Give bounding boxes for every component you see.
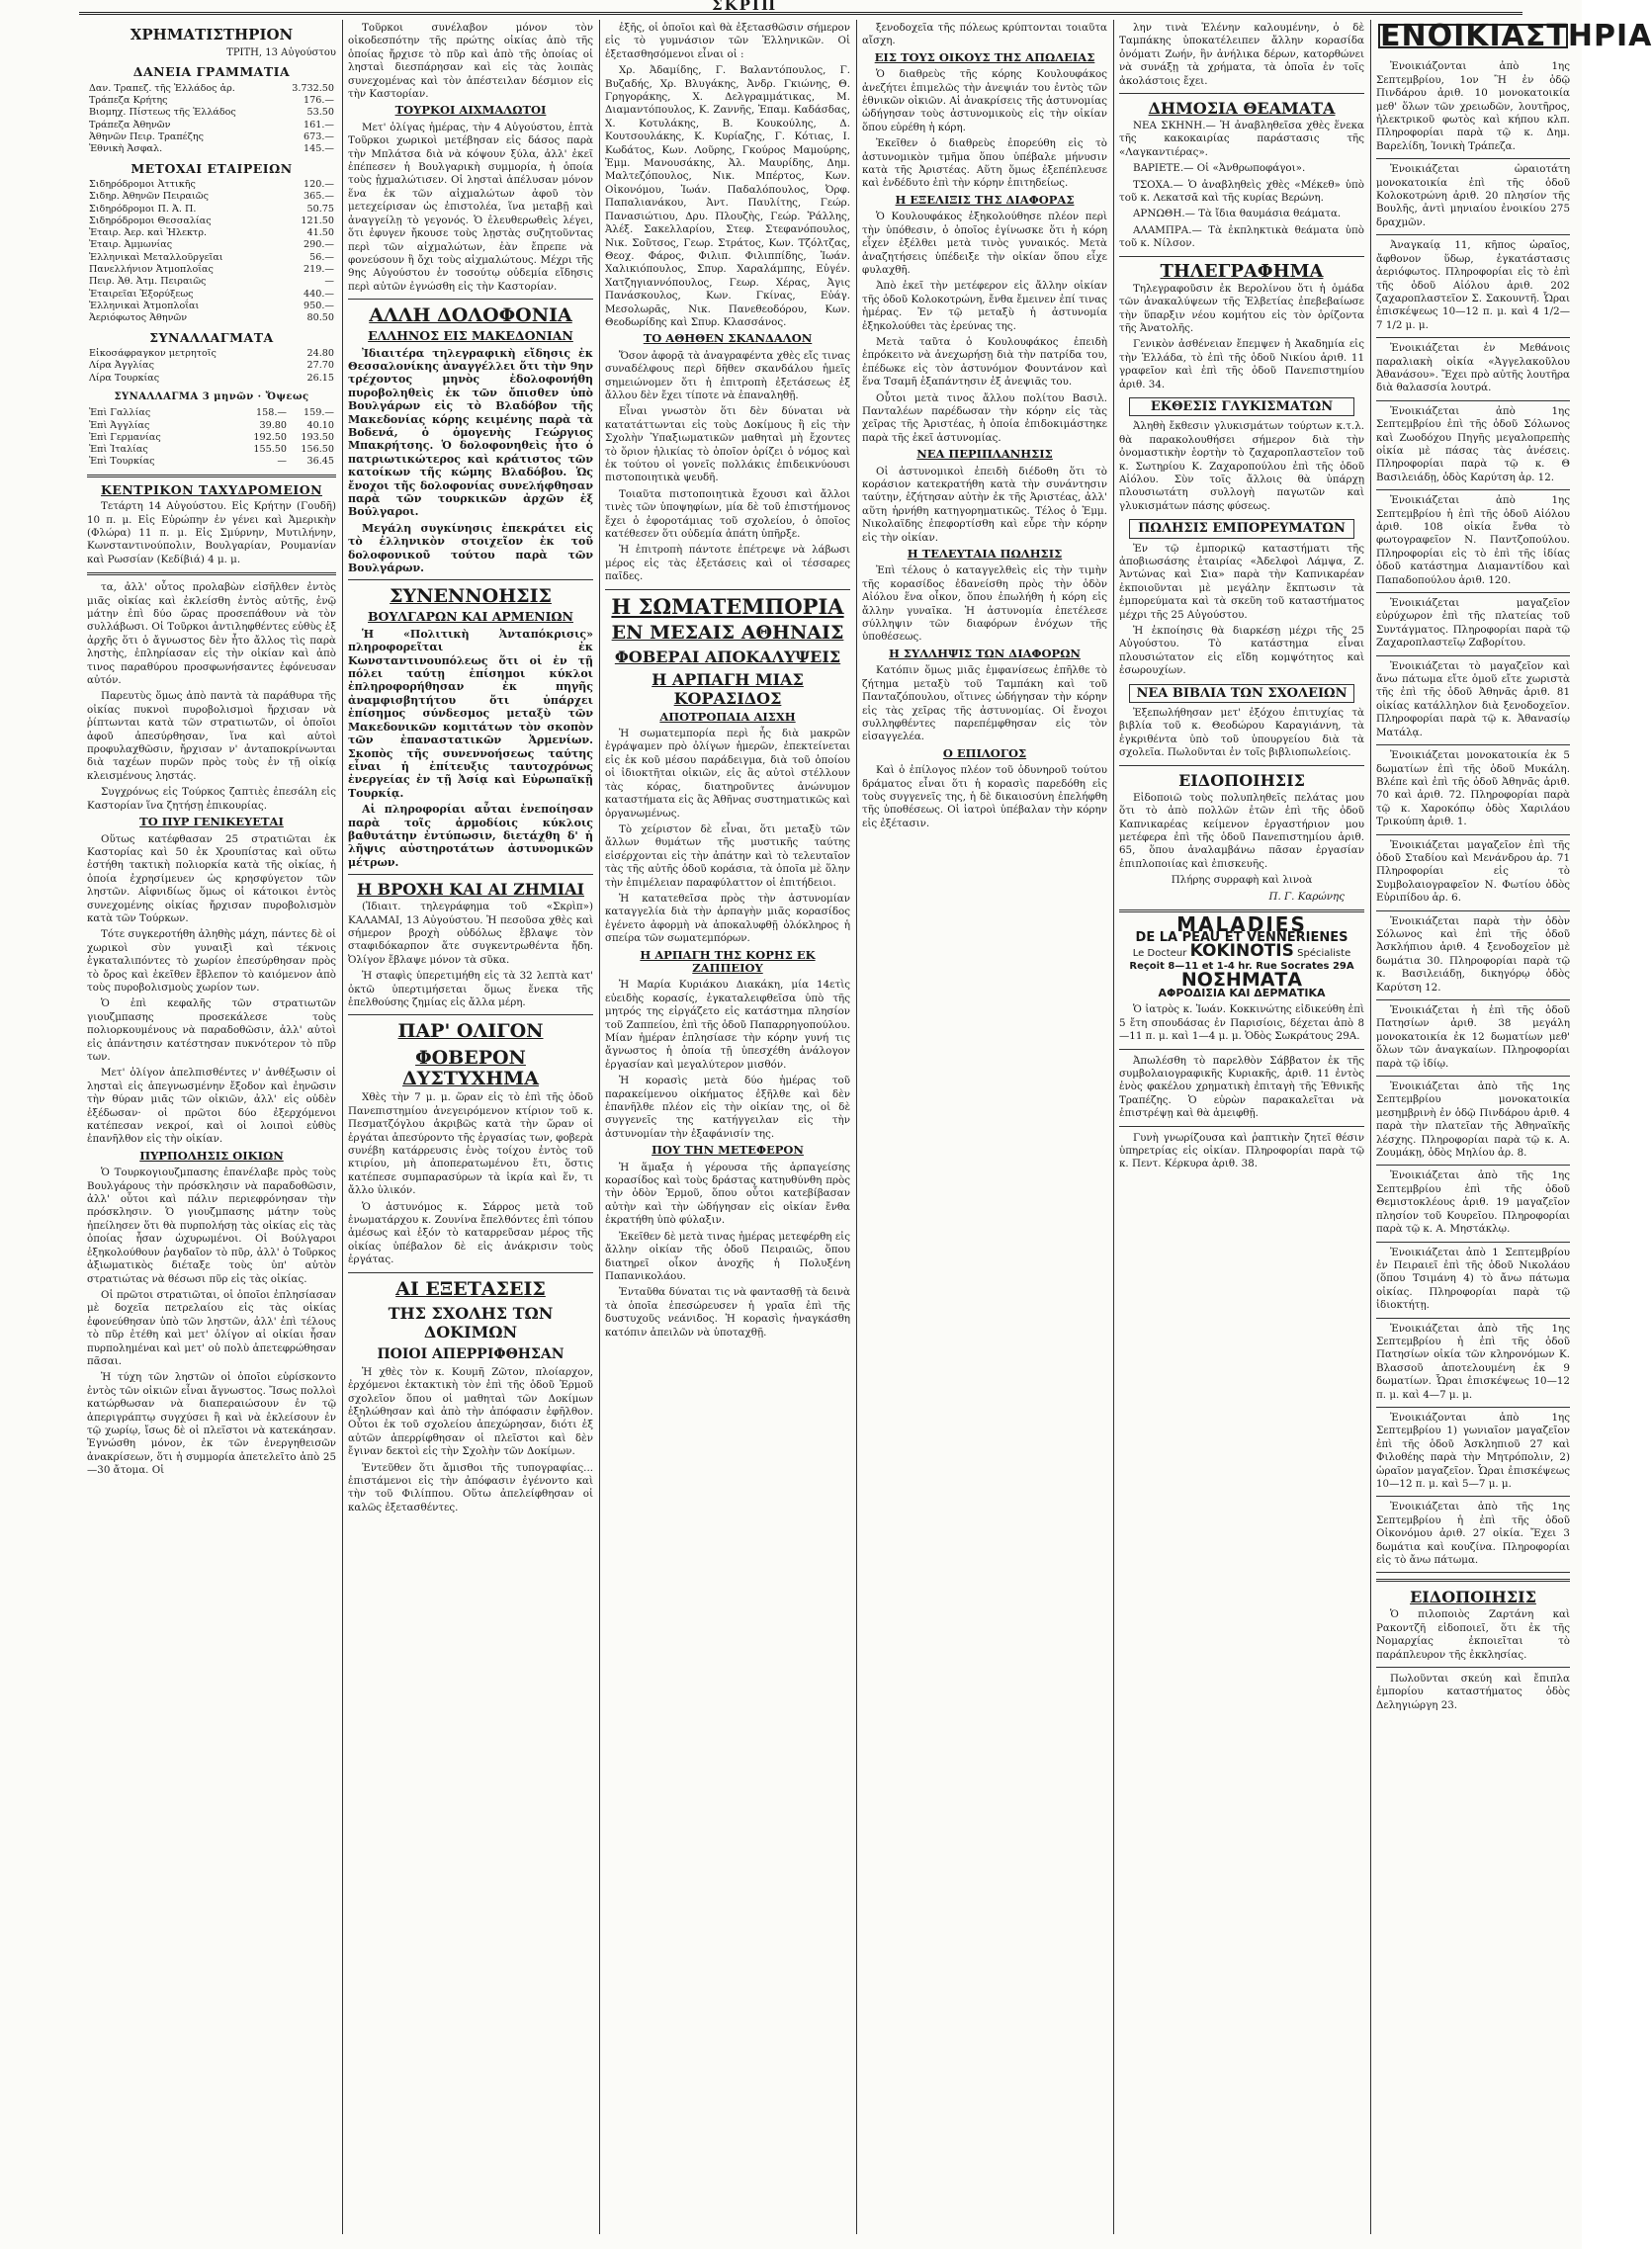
market-value: 440.— bbox=[304, 288, 334, 300]
market-label: Ἐθνικὴ Ἀσφαλ. bbox=[89, 143, 163, 155]
paragraph: Πωλοῦνται σκεύη καὶ ἔπιπλα ἐμπορίου καταστήματος ὁδὸς Δεληγιώργη 23. bbox=[1376, 1673, 1570, 1711]
column-1 bbox=[87, 22, 336, 2226]
classified-text: Ἐνοικιάζεται ἀπὸ τῆς 1ης Σεπτεμβρίου ἡ ἐπὶ τῆς ὁδοῦ Οἰκονόμου ἀριθ. 27 οἰκία. Ἔχει 3 δωμάτια καὶ κουζίνα. Πληροφορίαι εἰς τὸ ἄνω πάτωμα. bbox=[1376, 1501, 1570, 1567]
classified-text: Ἐνοικιάζονται ἀπὸ 1ης Σεπτεμβρίου, 1ον Ἢ ἐν ὁδῷ Πινδάρου ἀριθ. 10 μονοκατοικία μεθ' ὅλων τῶν χρειωδῶν, λουτῆρος, ἠλεκτρικοῦ φωτὸς καὶ κήπου κλπ. Πληροφορίαι παρὰ τῷ κ. Δημ. Βαρελίδη, Ἰονικὴ Τράπεζα. bbox=[1376, 60, 1570, 152]
paragraph: Οἱ πρῶτοι στρατιῶται, οἱ ὁποῖοι ἐπλησίασαν μὲ δοχεῖα πετρελαίου εἰς τὰς οἰκίας ἐφονεύθησαν ὑπὸ τῶν ληστῶν, ἀλλ' ἐπὶ τέλους τὸ πῦρ ἐτέθη καὶ μετ' ὀλίγον αἱ οἰκίαι ἦσαν πυρπολημέναι καὶ μετ' οὐ πολὺ ἀπετεφρώθησαν πᾶσαι. bbox=[87, 1288, 336, 1367]
market-value: 365.— bbox=[304, 191, 334, 203]
masthead-rule bbox=[79, 12, 1522, 15]
mail-heading: ΚΕΝΤΡΙΚΟΝ ΤΑΧΥΔΡΟΜΕΙΟΝ bbox=[100, 481, 323, 497]
market-label: Σιδηρόδρομοι Θεσσαλίας bbox=[89, 215, 212, 226]
paragraph: Ὁ διαθρεὺς τῆς κόρης Κουλουφάκος ἀνεζήτει ἐπιμελῶς τὴν ἀνεψιάν του ἐντὸς τῶν ἐθνικῶν οἰκιῶν. Αἱ ἀνακρίσεις τῆς ἀστυνομίας ὡδήγησαν τοὺς ἀστυνομικοὺς εἰς τὴν οἰκίαν ὅπου εὑρέθη ἡ κόρη. bbox=[862, 68, 1107, 133]
paragraph: Ἡ ἐκποίησις θὰ διαρκέσῃ μέχρι τῆς 25 Αὐγούστου. Τὸ κατάστημα εἶναι πλουσιώτατον εἰς εἴδη κομψότητος καὶ ἐσωρουχίων. bbox=[1119, 625, 1364, 677]
paragraph: Ἀληθὴ ἔκθεσιν γλυκισμάτων τούρτων κ.τ.λ. θὰ παρακολουθήσει σήμερον διὰ τὴν ὀνομαστικὴν ἑορτὴν τὸ ζαχαροπλαστεῖον τοῦ κ. Σωτηρίου Κ. Ζαχαροπούλου ἐπὶ τῆς ὁδοῦ Αἰόλου. Σὺν τοῖς ἄλλοις θὰ ὑπάρχῃ πλουσιωτάτη συλλογὴ παγωτῶν καὶ γλυκισμάτων πάσης φύσεως. bbox=[1119, 420, 1364, 512]
market-row bbox=[87, 289, 336, 301]
classified-ad bbox=[1376, 745, 1570, 834]
subheading: Ο ΕΠΙΛΟΓΟΣ bbox=[942, 745, 1027, 760]
market-label: Ἐπὶ Ἀγγλίας bbox=[89, 419, 150, 431]
section-heading: ΔΗΜΟΣΙΑ ΘΕΑΜΑΤΑ bbox=[1148, 99, 1336, 119]
classified-ad bbox=[1376, 1077, 1570, 1166]
market-row bbox=[87, 360, 336, 372]
subheading: Η ΕΞΕΛΙΞΙΣ ΤΗΣ ΔΙΑΦΟΡΑΣ bbox=[895, 192, 1075, 207]
paragraph: Οὕτως κατέφθασαν 25 στρατιῶται ἐκ Καστορίας καὶ 50 ἐκ Χρουπίστας καὶ οὕτω ἐστήθη τακτικὴ πολιορκία κατὰ τῆς οἰκίας, ἡ ὁποία ἐχρησίμευεν ὡς κρησφύγετον τῶν ληστῶν. Αἰφνιδίως ὅμως οἱ κάτοικοι ἐντὸς συνεχομένης οἰκίας ἤρχισαν πυροβολισμὸν κατὰ τῶν Τούρκων. bbox=[87, 832, 336, 924]
classified-ad bbox=[1376, 338, 1570, 401]
subheading: Η ΑΡΠΑΓΗ ΤΗΣ ΚΟΡΗΣ ΕΚ ΖΑΠΠΕΙΟΥ bbox=[640, 947, 816, 975]
market-title: ΧΡΗΜΑΤΙΣΤΗΡΙΟΝ bbox=[130, 26, 294, 43]
divider bbox=[1119, 256, 1364, 257]
paragraph: Οἱ ἀστυνομικοὶ ἐπειδὴ διέδοθη ὅτι τὸ κοράσιον κατεκρατήθη κατὰ τὴν συνάντησιν ταύτην, ἐζήτησαν αὐτὴν ἐκ τῆς Ἀριστέας, ἀλλ' αὕτη ἠρνήθη κατηγορηματικῶς. Τέλος ὁ Ἐμμ. Νικολαϊδης ἐπεφορτίσθη καὶ εὗρε τὴν κόρην εἰς τὴν οἰκίαν. bbox=[862, 465, 1107, 544]
exchange-table bbox=[87, 348, 336, 385]
subheading: Η ΣΥΛΛΗΨΙΣ ΤΩΝ ΔΙΑΦΟΡΩΝ bbox=[889, 646, 1081, 660]
column-6-classifieds bbox=[1376, 19, 1652, 2226]
shares-table bbox=[87, 179, 336, 325]
classified-text: Ἐνοικιάζεται ἐν Μεθάνοις παραλιακὴ οἰκία «Ἀγγελακοῦλου Ἀθανάσου». Ἔχει πρὸ αὐτῆς λουτῆρα διὰ θαλασσία λουτρά. bbox=[1376, 342, 1570, 394]
market-label: Ἑλληνικαὶ Μεταλλοῦργεῖαι bbox=[89, 251, 223, 263]
paragraph: Ἐν τῷ ἐμπορικῷ καταστήματι τῆς ἀποβιωσάσης ἐταιρίας «Ἀδελφοὶ Λάμψα, Ζ. Ἀντώνας καὶ Σια» παρὰ τὴν Καπνικαρέαν ἐκποιοῦνται μὲ μεγάλην ἔκπτωσιν τὰ ἐμπορεύματα καὶ τὰ σκεῦη τοῦ καταστήματος μέχρι τῆς 25 Αὐγούστου. bbox=[1119, 542, 1364, 621]
market-label: Πανελλήνιον Ἀτμοπλοΐας bbox=[89, 264, 214, 276]
classified-ad bbox=[1376, 656, 1570, 745]
divider bbox=[348, 579, 593, 580]
divider bbox=[1119, 1126, 1364, 1127]
bonds-table bbox=[87, 83, 336, 156]
signature: Π. Γ. Καρώνης bbox=[1268, 890, 1345, 903]
classifieds-title: ΕΝΟΙΚΙΑΣΤΗΡΙΑ bbox=[1380, 19, 1652, 53]
market-date: ΤΡΙΤΗ, 13 Αὐγούστου bbox=[226, 47, 336, 58]
headline-sub: ΒΟΥΛΓΑΡΩΝ ΚΑΙ ΑΡΜΕΝΙΩΝ bbox=[367, 609, 573, 625]
classified-text: Ἐνοικιάζεται τὸ μαγαζεῖον καὶ ἄνω πάτωμα εἴτε ὁμοῦ εἴτε χωριστὰ τῆς ἐπὶ τῆς ὁδοῦ Ἀθηνᾶς ἀριθ. 81 οἰκίας κατάλληλον διὰ ξενοδοχεῖον. Πληροφορίαι παρὰ τῷ κ. Ἀθανασίῳ Ματάλᾳ. bbox=[1376, 659, 1570, 738]
paragraph: Αἱ πληροφορίαι αὗται ἐνεποίησαν παρὰ τοῖς ἁρμοδίοις κύκλοις βαθυτάτην ἐντύπωσιν, διετάχθη δ' ἡ λῆψις αὐστηροτάτων ἀστυνομικῶν μέτρων. bbox=[348, 803, 593, 869]
market-label: Πειρ. Ἀθ. Ἀτμ. Πειραιῶς bbox=[89, 276, 207, 288]
classified-ad bbox=[1376, 1319, 1570, 1408]
divider bbox=[348, 1014, 593, 1015]
subheading: ΤΟ ΑΘΗΘΕΝ ΣΚΑΝΔΑΛΟΝ bbox=[643, 331, 813, 346]
market-row bbox=[87, 373, 336, 385]
classified-ad bbox=[1376, 401, 1570, 490]
market-value: 158.— bbox=[256, 407, 287, 419]
market-label: Λίρα Ἀγγλίας bbox=[89, 360, 154, 372]
mail-text: Τετάρτη 14 Αὐγούστου. Εἰς Κρήτην (Γουδῆ) 10 π. μ. Εἰς Εὐρώπην ἐν γένει καὶ Ἀμερικὴν (Φλώρα) 11 π. μ. Εἰς Σμύρνην, Μυτιλήνην, Κωνσταντινούπολιν, Βουλγαρίαν, Ρουμανίαν καὶ Ρωσσίαν (Κεδίβιά) 4 μ. μ. bbox=[87, 500, 336, 565]
paragraph: Ὅσον ἀφορᾷ τὰ ἀναγραφέντα χθὲς εἴς τινας συναδέλφους περὶ δῆθεν σκανδάλου ἡμεῖς σημειώνομεν ὅτι ἡ ἐπιτροπὴ ἐξετάσεως ἐξ ἄλλου δὲν ἔχει τίποτε νὰ ἐπαναληθῇ. bbox=[605, 349, 850, 401]
paragraph: λην τινὰ Ἑλένην καλουμένην, ὁ δὲ Ταμπάκης ὑποκατέλειπεν ἄλλην κορασίδα ὀνόματι Ζωήν, ἣν ἀνήλικα δέρων, κατορθώνει νὰ συνάξῃ τὰ χρήματα, τὰ ὁποῖα ἐν τοῖς ἀκολάστοις ἔχει. bbox=[1119, 22, 1364, 87]
market-label: Ἐταιρ. Ἀερ. καὶ Ἠλεκτρ. bbox=[89, 227, 208, 239]
classified-text: Ἐνοικιάζεται ἡ ἐπὶ τῆς ὁδοῦ Πατησίων ἀριθ. 38 μεγάλη μονοκατοικία ἐκ 12 δωματίων μεθ' ὅλων τῶν ἀναγκαίων. Πληροφορίαι παρὰ τῷ ἰδίῳ. bbox=[1376, 1004, 1570, 1070]
market-row bbox=[87, 179, 336, 191]
paragraph: Ἐντεῦθεν ὅτι ἄμισθοι τῆς τυπογραφίας... ἐπιστάμενοι εἰς τὴν ἀπόφασιν ἐγένοντο καὶ τὴν τοῦ Φιλίππου. Οὕτω ἀπελείφθησαν οἱ καλῶς ἐξετασθέντες. bbox=[348, 1461, 593, 1514]
paragraph: Παρευτὺς ὅμως ἀπὸ παντὰ τὰ παράθυρα τῆς οἰκίας πυκνοὶ πυροβολισμοὶ ἤρχισαν νὰ ῥίπτωνται κατὰ τῶν στρατιωτῶν, οἱ ὁποῖοι ἀφοῦ ἀπεσύρθησαν, ἵνα καὶ αὐτοὶ προφυλαχθῶσιν, ἤρχισαν ν' ἀνταποκρίνωνται διὰ ταχέων πυρῶν πρὸς τοὺς ἐν τῇ οἰκίᾳ κλεισμένους ληστάς. bbox=[87, 690, 336, 782]
market-value: 155.50 bbox=[253, 444, 287, 456]
subheading: ΠΥΡΠΟΛΗΣΙΣ ΟΙΚΙΩΝ bbox=[139, 1148, 284, 1163]
market-value: 145.— bbox=[304, 143, 334, 155]
subheading: ΝΕΑ ΠΕΡΙΠΛΑΝΗΣΙΣ bbox=[916, 447, 1053, 462]
headline-sub: Η ΑΡΠΑΓΗ ΜΙΑΣ ΚΟΡΑΣΙΔΟΣ bbox=[652, 669, 804, 708]
paragraph: Συγχρόνως εἰς Τούρκος ζαπτιὲς ἐπεσάλη εἰς Καστορίαν ἵνα ζητήσῃ ἐπικουρίας. bbox=[87, 786, 336, 812]
subheading: ΤΟΥΡΚΟΙ ΑΙΧΜΑΛΩΤΟΙ bbox=[394, 103, 547, 118]
classified-text: Ἐνοικιάζεται ἀπὸ τῆς 1ης Σεπτεμβρίου ἡ ἐπὶ τῆς ὁδοῦ Πατησίων οἰκία τῶν κληρονόμων Κ. Βλασσοῦ ἀποτελουμένη ἐκ 9 δωματίων. Ὧραι ἐπισκέψεως 10—12 π. μ. καὶ 4—7 μ. μ. bbox=[1376, 1322, 1570, 1401]
paragraph: τα, ἀλλ' οὗτος προλαβὼν εἰσῆλθεν ἐντὸς μιᾶς οἰκίας καὶ ἐκλείσθη ἐντὸς αὐτῆς, ἐνῷ μάτην ἐπὶ δύο ὥρας προσεπάθουν νὰ τὸν συλλάβωσι. Οἱ Τοῦρκοι ἀντιληφθέντες εὐθὺς ἐξ ἀρχῆς ὅτι ὁ ἄγνωστος δὲν ἦτο ἄλλος τὶς παρὰ ληστὴς, ἐπληρίασαν εἰς τὴν οἰκίαν καὶ ἀπὸ τινος παραθύρου προσφωνήσαντες ἐφόνευσαν αὐτόν. bbox=[87, 581, 336, 687]
paragraph: Τοιαῦτα πιστοποιητικὰ ἔχουσι καὶ ἄλλοι τινὲς τῶν ὑποψηφίων, μία δὲ τοῦ ἐπιστήμονος ἔχει ὁ ἐφοροτάμιας τοῦ σχολείου, ὁ ὁποῖος κατέθεσεν ὅτι οὐδεμία ἀπάτη ὑπῆρξε. bbox=[605, 487, 850, 541]
subheading: ΕΙΣ ΤΟΥΣ ΟΙΚΟΥΣ ΤΗΣ ΑΠΩΛΕΙΑΣ bbox=[874, 49, 1095, 64]
market-value: 121.50 bbox=[301, 215, 334, 226]
classified-list bbox=[1376, 56, 1570, 1573]
column-2 bbox=[348, 22, 593, 2226]
market-label: Ἀεριόφωτος Ἀθηνῶν bbox=[89, 312, 188, 324]
market-label: Λίρα Τουρκίας bbox=[89, 372, 160, 384]
classified-ad bbox=[1376, 1166, 1570, 1242]
classified-ad bbox=[1376, 1243, 1570, 1319]
market-label: Εἰκοσάφραγκον μετρητοῖς bbox=[89, 347, 217, 359]
market-row bbox=[87, 83, 336, 95]
ad-label: Le Docteur bbox=[1132, 947, 1187, 959]
market-value: 161.— bbox=[304, 119, 334, 130]
market-value: 219.— bbox=[304, 264, 334, 276]
section-heading: ΤΗΛΕΓΡΑΦΗΜΑ bbox=[1160, 260, 1324, 282]
paragraph: Εἶναι γνωστὸν ὅτι δὲν δύναται νὰ κατατάττωνται εἰς τοὺς Δοκίμους ἢ εἰς τὴν Σχολὴν Ὑπαξιωματικῶν μαθηταὶ μὴ ἔχοντες τὸ ὅριον ἡλικίας τὸ ὁποῖον ὁρίζει ὁ νόμος καὶ ἐκ τούτου οἱ γονεῖς πολλάκις ἐπιδεικνύουσι πιστοποιητικὰ ψευδῆ. bbox=[605, 405, 850, 484]
paragraph: Χθὲς τὴν 7 μ. μ. ὥραν εἰς τὸ ἐπὶ τῆς ὁδοῦ Πανεπιστημίου ἀνεγειρόμενον κτίριον τοῦ κ. Πεσματζόγλου ἀκριβῶς κατὰ τὴν ὥραν οἱ ἐργάται ἀπεσύροντο τῆς ἐργασίας των, φοβερὰ συνέβη κατάρρευσις ἑνὸς τοίχου ἐντὸς τοῦ κτιρίου, μὴ ἀποπερατωμένου ἔτι, ὅστις κατέπεσε συμπαρασύρων τὰ ἰκρία καὶ ἕν, τι ἄλλο ὑλικόν. bbox=[348, 1091, 593, 1197]
paragraph: Τηλεγραφοῦσιν ἐκ Βερολίνου ὅτι ἡ ὁμάδα τῶν ἀνακαλύψεων τῆς Ἑλβετίας ἐπεβεβαίωσε τὴν ὕπαρξιν νέου κομήτου εἰς τὸν ὁρίζοντα τῆς Ἀνατολῆς. bbox=[1119, 282, 1364, 334]
paragraph: Ἡ σωματεμπορία περὶ ἧς διὰ μακρῶν ἐγράψαμεν πρὸ ὀλίγων ἡμερῶν, ἐπεκτείνεται εἰς ἐκ κοῦ μέσου παράδειγμα, διὰ τοῦ ὁποίου οἱ ἰδιοκτῆται οἰκιῶν, εἰς ἃς αὐτοὶ στέλλουν τὰς κόρας, διατηροῦντες ἀνώνυμον καταστήματα εἰς ἃς Ἀθῆνας συστηματικῶς καὶ ὀργανωμένως. bbox=[605, 728, 850, 820]
paragraph: Ὁ Κουλουφάκος ἐξηκολούθησε πλέον περὶ τὴν ὑπόθεσιν, ὁ ὁποῖος ἐγίνωσκε ὅτι ἡ κόρη εἶχεν ἐξέλθει μετὰ τινὸς γυναικός. Μετὰ ἀναζητήσεις ὑπέδειξε τὴν οἰκίαν ὅπου εἶχε φυλαχθῆ. bbox=[862, 211, 1107, 276]
divider bbox=[348, 1272, 593, 1273]
section-heading: ΕΙΔΟΠΟΙΗΣΙΣ bbox=[1178, 770, 1305, 790]
column-divider bbox=[342, 20, 343, 2234]
column-4 bbox=[862, 22, 1107, 2226]
paragraph: Ὁ ἰατρὸς κ. Ἰωάν. Κοκκινώτης εἰδικεύθη ἐπὶ 5 ἔτη σπουδάσας ἐν Παρισίοις, δέχεται ἀπὸ 8—11 π. μ. καὶ 1—4 μ. μ. Ὁδὸς Σωκράτους 29Α. bbox=[1119, 1003, 1364, 1043]
divider bbox=[1376, 1579, 1570, 1582]
paragraph: Ἡ σταφὶς ὑπερετιμήθη εἰς τὰ 32 λεπτὰ κατ' ὀκτῶ ὑπερτιμήσεται ὅμως ἕνεκα τῆς ἐπελθούσης ζημίας εἰς ἄλλα μέρη. bbox=[348, 970, 593, 1008]
paragraph: Ἐκεῖθεν ὁ διαθρεὺς ἐπορεύθη εἰς τὸ ἀστυνομικὸν τμῆμα ὅπου ὑπέβαλε μήνυσιν κατὰ τῆς Ἀριστέας. Αὕτη ὅμως ἐξεπέπλευσε καὶ ἐνδέδυτο ἐπὶ τὴν κόρην ἐπιτηδείως. bbox=[862, 137, 1107, 190]
ad-hours: Reçoit 8—11 et 1-4 hr. Rue Socrates 29Α bbox=[1129, 961, 1354, 973]
market-value: 24.80 bbox=[306, 347, 334, 359]
classified-text: Ἐνοικιάζεται ἀπὸ τῆς 1ης Σεπτεμβρίου μονοκατοικία μεσημβρινὴ ἐν ὁδῷ Πινδάρου ἀριθ. 4 παρὰ τὴν πλατεῖαν τῆς Ἀθηναϊκῆς λέσχης. Πληροφορίαι παρὰ τῷ κ. Α. Ζουμάκῃ, ὁδὸς Μηλίου ἀρ. 8. bbox=[1376, 1081, 1570, 1160]
paragraph: Ὁ πιλοποιὸς Ζαρτάνη καὶ Ρακοντζῆ εἰδοποιεῖ, ὅτι ἐκ τῆς Νομαρχίας ἐκποιεῖται τὸ παράπλευρον τῆς ἐκκλησίας. bbox=[1376, 1608, 1570, 1661]
market-value: 80.50 bbox=[306, 312, 334, 324]
paragraph: (Ἰδιαιτ. τηλεγράφημα τοῦ «Σκρὶπ») ΚΑΛΑΜΑΙ, 13 Αὐγούστου. Ἡ πεσοῦσα χθὲς καὶ σήμερον βροχὴ οὐδόλως ἔβλαψε τὸν σταφιδόκαρπον ἅτε συγκεντρωθέντα ἤδη. Ὀλίγον ἔβλαψε μόνον τὰ σῦκα. bbox=[348, 901, 593, 966]
market-row bbox=[87, 276, 336, 288]
market-label: Δαν. Τραπεζ. τῆς Ἑλλάδος ἀρ. bbox=[89, 82, 235, 94]
divider bbox=[87, 475, 336, 477]
market-row bbox=[87, 312, 336, 324]
section-heading: ΝΕΑ ΒΙΒΛΙΑ ΤΩΝ ΣΧΟΛΕΙΩΝ bbox=[1129, 684, 1354, 703]
classified-text: Ἐνοικιάζονται ἀπὸ 1ης Σεπτεμβρίου 1) γωνιαῖον μαγαζεῖον ἐπὶ τῆς ὁδοῦ Ἀσκληπιοῦ 27 καὶ Φιλοθέης παρὰ τὴν Μητρόπολιν, 2) ὡραῖον μαγαζεῖον. Ὧραι ἐπισκέψεως 10—12 π. μ. καὶ 5—7 μ. μ. bbox=[1376, 1411, 1570, 1490]
paragraph: Γυνὴ γνωρίζουσα καὶ ῥαπτικὴν ζητεῖ θέσιν ὑπηρετρίας εἰς οἰκίαν. Πληροφορίαι παρὰ τῷ κ. Πεντ. Κέρκυρα ἀριθ. 38. bbox=[1119, 1131, 1364, 1170]
exchange-heading: ΣΥΝΑΛΛΑΓΜΑΤΑ bbox=[149, 329, 274, 345]
headline: ΑΛΛΗ ΔΟΛΟΦΟΝΙΑ bbox=[369, 304, 572, 327]
paragraph: ἐξῆς, οἱ ὁποῖοι καὶ θὰ ἐξετασθῶσιν σήμερον εἰς τὸ γυμνάσιον τῶν Ἑλληνικῶν. Οἱ ἐξετασθησόμενοι εἶναι οἱ : bbox=[605, 22, 850, 60]
headline: Η ΣΩΜΑΤΕΜΠΟΡΙΑ bbox=[611, 593, 844, 619]
paragraph: Οὗτοι μετὰ τινος ἄλλου πολίτου Βασιλ. Πανταλέων παρέδωσαν τὴν κόρην εἰς τὰς χεῖρας τῆς Ἀριστέας, ἡ ὁποία ἐπιδοκιμάστηκε παρὰ τῆς ἐκεῖ ἀστυνομίας. bbox=[862, 391, 1107, 444]
headline: ΑΙ ΕΞΕΤΑΣΕΙΣ bbox=[395, 1277, 546, 1300]
market-label: Σιδηρόδρομοι Π. Ἀ. Π. bbox=[89, 203, 197, 215]
classified-text: Ἐνοικιάζεται ἀπὸ 1ης Σεπτεμβρίου ἐπὶ τῆς ὁδοῦ Σόλωνος καὶ Ζωοδόχου Πηγῆς μεγαλοπρεπὴς οἰκία μὲ πάσας τὰς ἀνέσεις. Πληροφορίαι παρὰ τῷ κ. Θ Βασιλειάδῃ, ὁδὸς Καρύτση ἀρ. 12. bbox=[1376, 404, 1570, 483]
market-value: 36.45 bbox=[306, 456, 334, 468]
paragraph: Μεγάλη συγκίνησις ἐπεκράτει εἰς τὸ ἑλληνικὸν στοιχεῖον ἐκ τοῦ δολοφονικοῦ τούτου παρὰ τῶν Βουλγάρων. bbox=[348, 521, 593, 575]
paragraph: Τὸ χείριστον δὲ εἶναι, ὅτι μεταξὺ τῶν ἄλλων θυμάτων τῆς μυστικῆς ταύτης εἰσέρχονται εἰς τὴν ἀπάτην καὶ τὸ τελευταῖον τὰς τῆς αὐτῆς ὁδοῦ κοράσια, τὰ ὁποῖα μὲ ὅλην τὴν ἐπιμέλειαν παραφύλαττον οἱ ἐπιτήδειοι. bbox=[605, 822, 850, 889]
headline: ΕΝ ΜΕΣΑΙΣ ΑΘΗΝΑΙΣ bbox=[611, 621, 844, 644]
paragraph: Κατόπιν ὅμως μιᾶς ἐμφανίσεως ἐπῆλθε τὸ ζήτημα μεταξὺ τοῦ Ταμπάκη καὶ τοῦ Πανταζόπουλου, οἵτινες ὡδήγησαν τὴν κόρην εἰς τὰς χεῖρας τῆς ἀστυνομίας. Οἱ ἔνοχοι συλληφθέντες παρεπέμφθησαν εἰς τὸν εἰσαγγελέα. bbox=[862, 664, 1107, 743]
column-divider bbox=[1370, 20, 1371, 2234]
column-divider bbox=[599, 20, 600, 2234]
market-value: 120.— bbox=[304, 179, 334, 190]
headline: ΦΟΒΕΡΟΝ ΔΥΣΤΥΧΗΜΑ bbox=[402, 1047, 539, 1090]
market-value: 950.— bbox=[304, 300, 334, 311]
headline-sub: ΑΠΟΤΡΟΠΑΙΑ ΑΙΣΧΗ bbox=[659, 709, 796, 724]
market-row bbox=[87, 120, 336, 131]
paragraph: Μετ' ὀλίγας ἡμέρας, τὴν 4 Αὐγούστου, ἑπτὰ Τοῦρκοι χωρικοὶ μετέβησαν εἰς δάσος παρὰ τὴν Μπλάτσα διὰ νὰ κόψουν ξύλα, ἀλλ' ἐκεῖ ἐπέπεσεν ἡ Βουλγαρικὴ συμμορία, ἡ ὁποία τοὺς ᾐχμαλώτισεν. Οἱ λησταὶ ἀπέλυσαν μόνον ἕνα ἐκ τῶν αἰχμαλώτων ἀφοῦ τὸν μετεχείρισαν ὡς ἐπιστολέα, ἵνα μεταβῇ καὶ ἀναγγείλῃ τὸ γεγονός. Ὁ ἐλευθερωθεὶς λέγει, ὅτι ἐφυγεν ἤκουσε τοὺς λῃστὰς συζητοῦντας περὶ τῶν αἰχμαλώτων, ἐὰν ἔπρεπε νὰ φονεύσουν ἢ ὄχι τοὺς αἰχμαλώτους. Μέχρι τῆς 9ης Αὐγούστου ἐν τοσούτῳ οὐδεμία εἴδησις περὶ αὐτῶν ἐγνώσθη εἰς τὴν Καστορίαν. bbox=[348, 121, 593, 293]
market-row bbox=[87, 143, 336, 155]
classified-text: Ἐνοικιάζεται μονοκατοικία ἐκ 5 δωματίων ἐπὶ τῆς ὁδοῦ Μυκάλη. Βλέπε καὶ ἐπὶ τῆς ὁδοῦ Ἀθηνᾶς ἀριθ. 70 καὶ ἀριθ. 72. Πληροφορίαι παρὰ τῷ κ. Χαροκόπῳ ὁδὸς Χαριλάου Τρικούπη ἀριθ. 1. bbox=[1376, 749, 1570, 828]
candidate-names: Χρ. Ἀδαμίδης, Γ. Βαλαντόπουλος, Γ. Βυζαδής, Χρ. Βλυγάκης, Ἀνδρ. Γκιώνης, Θ. Γρηγοράκης, Χ. Δελγραμμάτικας, Μ. Διαμαντόπουλος, Κ. Ζαννῆς, Ἐπαμ. Καδάσδας, Χ. Κοτυλάκης, Β. Κουκούλης, Δ. Κουτσουλάκης, Κ. Κυρίαζης, Γ. Κότιας, Ι. Κωδάτος, Κων. Λοῦρης, Γκούρος Μαμούρης, Ἐμμ. Μανουσάκης, Ἀλ. Μαυρίδης, Δημ. Μαλτεζόπουλος, Νικ. Μπέρτος, Κων. Οἰκονόμου, Ἰωάν. Παδαλόπουλος, Ὀρφ. Παπαλιανάκου, Ἀντ. Παυλίτης, Γεώρ. Πανασιώτιου, Δρυ. Πλουζὴς, Γεώρ. Ῥάλλης, Ἀλέξ. Σακελλαρίου, Στεφ. Στεφανόπουλος, Νικ. Σοῦτσος, Γεωρ. Στράτος, Κων. Τζόλτζας, Θεοχ. Φάρος, Φιλιπ. Φιλιππίδης, Ἰωάν. Χαλικιόπουλος, Σπυρ. Χαραλάμπης, Εὐγέν. Χατζηγιαννόπουλος, Γεωρ. Χέρας, Ἀγις Πανάσκουλος, Κων. Γκίνας, Εὐάγ. Μεσολωρᾶς, Νικ. Πανεθεοδόρου, Κων. Θεοδωρίδης καὶ Σπυρ. Κλασσάνος. bbox=[605, 64, 850, 328]
paragraph: Ἡ ἅμαξα ἡ γέρουσα τῆς ἁρπαγείσης κορασίδος καὶ τοὺς δράστας κατηυθύνθη πρὸς τὴν ὁδὸν Ἑρμοῦ, ὅπου οὗτοι κατεβίβασαν αὐτὴν καὶ τὴν ὡδήγησαν εἰς οἰκίαν ἔνθα ἐκρατήθη ὑπὸ φύλαξιν. bbox=[605, 1161, 850, 1227]
divider bbox=[348, 299, 593, 300]
paragraph: Τότε συγκεροτήθη ἀληθὴς μάχη, πάντες δὲ οἱ χωρικοὶ σὺν γυναιξὶ καὶ τέκνοις ἐγκαταλιπόντες τὸ χωρίον ἐπεσύρθησαν πρὸς τὸ ὄρος καὶ ἐκεῖθεν ἔβλεπον τὸ καιόμενον ἀπὸ τοὺς πυροβολισμοὺς χωρίον των. bbox=[87, 928, 336, 994]
column-3 bbox=[605, 22, 850, 2226]
headline-sub: ΦΟΒΕΡΑΙ ΑΠΟΚΑΛΥΨΕΙΣ bbox=[614, 647, 841, 666]
paragraph: Ἡ Μαρία Κυριάκου Διακάκη, μία 14ετὶς εὐειδὴς κορασίς, ἐγκαταλειφθεῖσα ὑπὸ τῆς μητρός της εἰργάζετο εἰς κατάστημα πλησίον τοῦ Ζαππείου, ἐπὶ τῆς ὁδοῦ Παπαρρηγοπούλου. Μίαν ἡμέραν ἐπλησίασε τὴν κόρην γυνή τις ἄγνωστος ἡ ὁποία τῇ ὑπεσχέθη ἀνάλογον ἐργασίαν καὶ μεγαλύτερον μισθόν. bbox=[605, 979, 850, 1071]
ad-label: Spécialiste bbox=[1297, 947, 1351, 959]
market-row bbox=[87, 216, 336, 227]
headline: ΠΑΡ' ΟΛΙΓΟΝ bbox=[397, 1020, 544, 1043]
headline: Η ΒΡΟΧΗ ΚΑΙ ΑΙ ΖΗΜΙΑΙ bbox=[356, 880, 584, 900]
market-row bbox=[87, 432, 336, 444]
market-value: 156.50 bbox=[301, 444, 334, 456]
market-label: Ἀθηνῶν Πειρ. Τραπέζης bbox=[89, 131, 204, 142]
subheading: ΠΟΥ ΤΗΝ ΜΕΤΕΦΕΡΟΝ bbox=[652, 1143, 804, 1158]
market-value: 53.50 bbox=[306, 107, 334, 119]
divider bbox=[348, 874, 593, 875]
market-label: Τράπεζα Κρήτης bbox=[89, 95, 168, 107]
market-row bbox=[87, 348, 336, 360]
market-label: Ἐπὶ Ἰταλίας bbox=[89, 444, 148, 456]
classified-text: Ἐνοικιάζεται ἀπὸ 1 Σεπτεμβρίου ἐν Πειραιεῖ ἐπὶ τῆς ὁδοῦ Νικολάου (ὅπου Τσιμάνη 4) τὸ ἄνω πάτωμα οἰκίας. Πληροφορίαι παρὰ τῷ ἰδιοκτήτῃ. bbox=[1376, 1246, 1570, 1312]
divider bbox=[1119, 765, 1364, 766]
ad-title: MALADIES bbox=[1176, 911, 1307, 936]
headline: ΣΥΝΕΝΝΟΗΣΙΣ bbox=[390, 585, 552, 608]
paragraph: Ἐνταῦθα δύναται τις νὰ φαντασθῇ τὰ δεινὰ τὰ ὁποῖα ἐπεσώρευσεν ἡ γραῖα ἐπὶ τῆς δυστυχοῦς νεάνιδος. Ἡ κορασὶς ἠναγκάσθη κατόπιν ἀπειλῶν νὰ ὑποταχθῇ. bbox=[605, 1286, 850, 1339]
paragraph: Ὁ ἀστυνόμος κ. Σάρρος μετὰ τοῦ ἐνωματάρχου κ. Ζουνίνα ἔπελθόντες ἐπὶ τόπου ἀμέσως καὶ ἐξόν τὸ καταρρεῦσαν μέρος τῆς οἰκίας ὑπέβαλον δὲ εἰς ἀνάκρισιν τοὺς ἐργάτας. bbox=[348, 1200, 593, 1266]
market-value: — bbox=[277, 456, 287, 468]
market-value: 3.732.50 bbox=[292, 82, 334, 94]
classified-ad bbox=[1376, 1497, 1570, 1573]
market-label: Ἐπὶ Γερμανίας bbox=[89, 431, 161, 443]
market-row bbox=[87, 456, 336, 468]
paragraph: Ὁ ἐπὶ κεφαλῆς τῶν στρατιωτῶν γιουζμπασης προσεκάλεσε τοὺς πολιορκουμένους νὰ παραδοθῶσιν, ἀλλ' αὐτοὶ εἰς ἀπάντησιν κατέστησαν πυκνότερον τὸ πῦρ των. bbox=[87, 997, 336, 1063]
classified-ad bbox=[1376, 1000, 1570, 1077]
classified-ad bbox=[1376, 835, 1570, 911]
market-row bbox=[87, 204, 336, 216]
market-label: Ἑλληνικαὶ Ἀτμοπλοΐαι bbox=[89, 300, 200, 311]
market-row bbox=[87, 420, 336, 432]
subheading: Η ΤΕΛΕΥΤΑΙΑ ΠΩΛΗΣΙΣ bbox=[907, 547, 1063, 562]
market-value: 159.— bbox=[304, 407, 334, 419]
theatre-listing: ΤΣΟΧΑ.— Ὁ ἀναβληθεὶς χθὲς «Μέκεθ» ὑπὸ τοῦ κ. Λεκατσᾶ καὶ τῆς κυρίας Βερώνη. bbox=[1119, 178, 1364, 205]
market-label: Ἐταιρ. Ἀμμωνίας bbox=[89, 239, 173, 251]
classified-ad bbox=[1376, 490, 1570, 593]
paragraph: Μετ' ὀλίγον ἀπελπισθέντες ν' ἀνθέξωσιν οἱ λησταὶ εἰς ἀπεγνωσμένην ἔξοδον καὶ ἐηνῶσιν τὴν θύραν μιᾶς τῶν οἰκιῶν, ἀλλ' εἰς οὐδὲν ἐξέδωσαν· οἱ πρῶτοι δύο ἐξερχόμενοι κατέπεσαν νεκροί, καὶ οἱ λοιποὶ εὐθὺς ἐπανῆλθον εἰς τὴν οἰκίαν. bbox=[87, 1067, 336, 1146]
market-row bbox=[87, 239, 336, 251]
divider bbox=[1119, 1049, 1364, 1050]
market-value: 193.50 bbox=[301, 431, 334, 443]
market-value: 192.50 bbox=[253, 431, 287, 443]
divider bbox=[87, 572, 336, 575]
ad-doctor-name: KOKINOTIS bbox=[1189, 940, 1294, 961]
market-row bbox=[87, 107, 336, 119]
theatre-listing: ΑΛΑΜΠΡΑ.— Τὰ ἐκπληκτικὰ θεάματα ὑπὸ τοῦ κ. Νίλσον. bbox=[1119, 223, 1364, 250]
market-row bbox=[87, 227, 336, 239]
theatre-listing: ΝΕΑ ΣΚΗΝΗ.— Ἡ ἀναβληθεῖσα χθὲς ἕνεκα τῆς κακοκαιρίας παράστασις τῆς «Λαγκαντιέρας». bbox=[1119, 120, 1364, 158]
paragraph: Ἀπωλέσθη τὸ παρελθὸν Σάββατον ἐκ τῆς συμβολαιογραφικῆς Κυριακῆς, ἀριθ. 11 ἐντὸς ἑνὸς φακέλου χρηματικὴ ἐπιταγὴ τῆς Ἐθνικῆς Τραπέζης. Ὁ εὑρὼν παρακαλεῖται νὰ ἐπιστρέψῃ καὶ θὰ ἀμειφθῇ. bbox=[1119, 1054, 1364, 1120]
classified-text: Ἐνοικιάζεται ὡραιοτάτη μονοκατοικία ἐπὶ τῆς ὁδοῦ Κολοκοτρώνη ἀριθ. 20 πλησίον τῆς Βουλῆς, ἀντὶ μηνιαίου ἐνοικίου 275 δραχμῶν. bbox=[1376, 163, 1570, 228]
rates-table bbox=[87, 407, 336, 468]
paragraph: Ἀπὸ ἐκεῖ τὴν μετέφερον εἰς ἄλλην οἰκίαν τῆς ὁδοῦ Κολοκοτρώνη, ἔνθα ἔμεινεν ἐπί τινας ἡμέρας. Ἐν τῷ μεταξὺ ἡ ἀστυνομία ἐξηκολούθει τὰς ἐρεύνας της. bbox=[862, 280, 1107, 332]
paragraph: Ἐκεῖθεν δὲ μετὰ τινας ἡμέρας μετεφέρθη εἰς ἄλλην οἰκίαν τῆς ὁδοῦ Πειραιῶς, ὅπου διατηρεῖ οἶκον ἀνοχῆς ἡ Πολυξένη Παπανικολάου. bbox=[605, 1230, 850, 1282]
market-value: 290.— bbox=[304, 239, 334, 251]
paragraph: Ἐπὶ τέλους ὁ καταγγελθεὶς εἰς τὴν τιμὴν τῆς κορασίδος ἐδανείσθη πρὸς τὴν ὁδὸν Αἰόλου ἕνα οἶκον, ὅπου ἐπωλήθη ἡ κόρη εἰς ἄλλην γυναῖκα. Ἡ ἀστυνομία ἐπετέλεσε σύλληψιν τῶν διαφόρων ἐνόχων τῆς ὑποθέσεως. bbox=[862, 564, 1107, 644]
market-row bbox=[87, 131, 336, 143]
market-value: 27.70 bbox=[306, 360, 334, 372]
masthead bbox=[0, 0, 1582, 14]
divider bbox=[605, 589, 850, 590]
market-value: 26.15 bbox=[306, 372, 334, 384]
market-label: Ἐπὶ Γαλλίας bbox=[89, 407, 151, 419]
paragraph: Γενικὸν ἀσθένειαν ἔπεμψεν ἡ Ἀκαδημία εἰς τὴν Ἑλλάδα, τὸ ἐπὶ τῆς ὁδοῦ Νικίου ἀριθ. 11 γραφεῖον καὶ ἐπὶ τῆς ὁδοῦ Πανεπιστημίου ἀριθ. 34. bbox=[1119, 338, 1364, 390]
market-label: Βιομηχ. Πίστεως τῆς Ἑλλάδος bbox=[89, 107, 236, 119]
market-row bbox=[87, 95, 336, 107]
classified-ad bbox=[1376, 159, 1570, 235]
paragraph: Ἡ ἐπιτροπὴ πάντοτε ἐπέτρεψε νὰ λάβωσι μέρος εἰς τὰς ἐξετάσεις καὶ οἱ τέσσαρες παῖδες. bbox=[605, 544, 850, 583]
column-divider bbox=[856, 20, 857, 2234]
ad-greek-subtitle: ΑΦΡΟΔΙΣΙΑ ΚΑΙ ΔΕΡΜΑΤΙΚΑ bbox=[1158, 986, 1326, 999]
market-label: Τράπεζα Ἀθηνῶν bbox=[89, 119, 171, 130]
shares-heading: ΜΕΤΟΧΑΙ ΕΤΑΙΡΕΙΩΝ bbox=[130, 160, 293, 176]
headline-sub: ΤΗΣ ΣΧΟΛΗΣ ΤΩΝ ΔΟΚΙΜΩΝ bbox=[388, 1303, 554, 1341]
market-row bbox=[87, 301, 336, 312]
classified-text: Ἐνοικιάζεται ἀπὸ τῆς 1ης Σεπτεμβρίου ἐπὶ τῆς ὁδοῦ Θεμιστοκλέους ἀριθ. 19 μαγαζεῖον πλησίον τοῦ Κουρεῖου. Πληροφορίαι παρὰ τῷ κ. Α. Μηστάκλῳ. bbox=[1376, 1169, 1570, 1236]
headline-sub: ΠΟΙΟΙ ΑΠΕΡΡΙΦΘΗΣΑΝ bbox=[377, 1345, 565, 1362]
paragraph: Ἡ «Πολιτικὴ Ἀνταπόκρισις» πληροφορεῖται ἐκ Κωνσταντινουπόλεως ὅτι οἱ ἐν τῇ πόλει ταύτῃ ἐπίσημοι κύκλοι ἐπληροφορήθησαν ἐκ πηγῆς ἀναμφισβητήτου ὅτι ὑπάρχει ἐπίσημος σύνδεσμος μεταξὺ τῶν Μακεδονικῶν κομιτάτων τὸν σκοπὸν τῶν ἐπαναστατικῶν Ἀρμενίων. Σκοπὸς τῆς συνεννοήσεως ταύτης εἶναι ἡ ἐπίτευξις ταυτοχρόνως ἐνεργείας ἐν τῇ Ἀσίᾳ καὶ Εὐρωπαϊκῇ Τουρκίᾳ. bbox=[348, 627, 593, 800]
market-value: 176.— bbox=[304, 95, 334, 107]
market-value: 50.75 bbox=[306, 203, 334, 215]
paragraph: Ἡ κατατεθεῖσα πρὸς τὴν ἀστυνομίαν καταγγελία διὰ τὴν ἀρπαγὴν μιᾶς κορασίδος ἐγένετο ἀφορμὴ νὰ ἀποκαλυφθῇ ὁλόκληρος ἡ σπείρα τῶν σωματεμπόρων. bbox=[605, 892, 850, 945]
paragraph: Ἡ χθὲς τὸν κ. Κουμῆ Ζῶτον, πλοίαρχον, ἐρχόμενοι ἐκτακτικὴ τὸν ἐπὶ τῆς ὁδοῦ Ἐρμοῦ σχολεῖον ὅπου οἱ μαθηταὶ τῶν Δοκίμων ἐξηλώθησαν καὶ ἀπὸ τὴν ἀπόφασιν ἐφῆλθον. Οὗτοι ἐκ τοῦ σχολείου ἀπεχώρησαν, διότι ἐξ αὐτῶν ἀπερρίφθησαν οἱ πλεῖστοι καὶ δὲν ἔγιναν δεκτοὶ εἰς τὴν Σχολὴν τῶν Δοκίμων. bbox=[348, 1365, 593, 1458]
market-label: Ἐταιρεῖαι Ἐξορύξεως bbox=[89, 288, 194, 300]
divider bbox=[1119, 93, 1364, 94]
paragraph: Ἡ τύχη τῶν ληστῶν οἱ ὁποῖοι εὑρίσκοντο ἐντὸς τῶν οἰκιῶν εἶναι ἄγνωστος. Ἴσως πολλοὶ κατώρθωσαν νὰ διαπεραιώσουν ἐν τῷ ἀπεριγράπτῳ συγχύσει ἢ καὶ νὰ ἐκλείσουν ἐν τῷ χωρίῳ, ἴσως δὲ οἱ πλεῖστοι νὰ κατεκάησαν. Ἐγνώσθη μόνον, ἐκ τῶν ἐνεργηθεισῶν ἀνακρίσεων, ὅτι ἡ συμμορία ἀπετελεῖτο ἀπὸ 25—30 ἄτομα. Οἱ bbox=[87, 1371, 336, 1477]
market-label: Ἐπὶ Τουρκίας bbox=[89, 456, 155, 468]
theatre-listing: ΒΑΡΙΕΤΕ.— Οἱ «Ἀνθρωποφάγοι». bbox=[1133, 162, 1306, 175]
doctor-advertisement bbox=[1119, 911, 1364, 999]
market-row bbox=[87, 407, 336, 419]
market-label: Σιδηρόδρομοι Ἀττικῆς bbox=[89, 179, 196, 190]
paragraph: Ἡ κορασὶς μετὰ δύο ἡμέρας τοῦ παρακείμενου οἰκήματος ἐξῆλθε καὶ δὲν ἐπανῆλθε πλέον εἰς τὴν οἰκίαν της, οἱ δὲ συγγενεῖς της κατήγγειλαν εἰς τὴν ἀστυνομίαν τὴν ἐξαφάνισίν της. bbox=[605, 1075, 850, 1140]
market-value: 39.80 bbox=[259, 419, 287, 431]
classified-text: Ἐνοικιάζεται παρὰ τὴν ὁδὸν Σόλωνος καὶ ἐπὶ τῆς ὁδοῦ Ἀσκλήπιου ἀριθ. 4 ξενοδοχεῖον μὲ δωμάτια 30. Πληροφορίαι παρὰ τῷ κ. Βασιλειάδῃ, δικηγόρῳ ὁδὸς Καρύτση 12. bbox=[1376, 914, 1570, 994]
market-row bbox=[87, 444, 336, 456]
ad-greek-title: ΝΟΣΗΜΑΤΑ bbox=[1180, 968, 1303, 991]
newspaper-title: ΣΚΡΙΠ bbox=[712, 0, 778, 14]
market-row bbox=[87, 264, 336, 276]
paragraph: ξενοδοχεῖα τῆς πόλεως κρύπτονται τοιαῦτα αἴσχη. bbox=[862, 22, 1107, 47]
divider bbox=[1376, 1667, 1570, 1668]
classified-ad bbox=[1376, 56, 1570, 159]
column-5 bbox=[1119, 22, 1364, 2226]
ad-subtitle: DE LA PEAU ET VENNERIENES bbox=[1135, 930, 1348, 946]
rates-heading: ΣΥΝΑΛΛΑΓΜΑ 3 μηνῶν · Ὄψεως bbox=[114, 390, 309, 402]
classified-ad bbox=[1376, 1408, 1570, 1497]
market-row bbox=[87, 252, 336, 264]
paragraph: Τοῦρκοι συνέλαβον μόνον τὸν οἰκοδεσπότην τῆς πρώτης οἰκίας ἀπὸ τῆς ὁποίας ἤρχισε τὸ πῦρ καὶ ἀπὸ τῆς ὁποίας οἱ λησταὶ διεσπάρησαν καὶ εἰς τὰς λοιπὰς συνεχομένας καὶ τὸν ἀπέστειλαν δέσμιον εἰς τὴν Καστορίαν. bbox=[348, 22, 593, 101]
paragraph: Εἰδοποιῶ τοὺς πολυπληθεῖς πελάτας μου ὅτι τὸ ἀπὸ πολλῶν ἐτῶν ἐπὶ τῆς ὁδοῦ Καπνικαρέας κείμενον ἐργαστήριον μου μετέφερα ἐπὶ τῆς ὁδοῦ Πανεπιστημίου ἀριθ. 65, ὅπου ἀναλαμβάνω πᾶσαν ἐργασίαν ἐπιπλοποιίας καὶ ἐπισκευῆς. bbox=[1119, 791, 1364, 870]
section-heading: ΕΚΘΕΣΙΣ ΓΛΥΚΙΣΜΑΤΩΝ bbox=[1129, 397, 1354, 416]
paragraph: Ἰδιαιτέρα τηλεγραφικὴ εἴδησις ἐκ Θεσσαλονίκης ἀναγγέλλει ὅτι τὴν 9ην τρέχοντος μηνὸς ἐδολοφονήθη πυροβοληθεὶς ἐκ τῶν ὄπισθεν ὑπὸ Βουλγάρων εἰς τὸ Βλαδόβον τῆς Μακεδονίας κόρης κειμένης παρὰ τὰ Βοδενά, ὁ ὁμογενὴς Γεώργιος Μπακρήτσης. Ὁ δολοφονηθεὶς ἦτο ὁ πατριωτικώτερος καὶ κράτιστος τῶν κατοίκων τῆς κώμης Βλαδόβου. Ὡς ἔνοχοι τῆς δολοφονίας συνελήφθησαν παρὰ τῶν τουρκικῶν ἀρχῶν ἐξ Βούλγαροι. bbox=[348, 346, 593, 519]
paragraph: Καὶ ὁ ἐπίλογος πλέον τοῦ ὀδυνηροῦ τούτου δράματος εἶναι ὅτι ἡ κορασὶς παρεδόθη εἰς τοὺς συγγενεῖς της, ἡ δὲ δικαιοσύνη ἐπελήφθη τῆς ὑποθέσεως. Οἱ ἰατροὶ ὑπέβαλαν τὴν κόρην εἰς ἐξέτασιν. bbox=[862, 764, 1107, 829]
market-value: 41.50 bbox=[306, 227, 334, 239]
section-heading: ΠΩΛΗΣΙΣ ΕΜΠΟΡΕΥΜΑΤΩΝ bbox=[1129, 519, 1354, 538]
paragraph: Μετὰ ταῦτα ὁ Κουλουφάκος ἐπειδὴ ἐπρόκειτο νὰ ἀνεχωρήσῃ διὰ τὴν πατρίδα του, ἐπέδωκε εἰς τὸν ἀστυνόμον Φουντάνον καὶ ἕνα Τσαμῆ ἐξαπάντησιν ἐξ ἀνεψιᾶς του. bbox=[862, 335, 1107, 389]
classified-text: Ἀναγκαίᾳ 11, κῆπος ὡραῖος, ἄφθονον ὕδωρ, ἐγκατάστασις ἀεριόφωτος. Πληροφορίαι εἰς τὸ ἐπὶ τῆς ὁδοῦ Αἰόλου ἀριθ. 202 ζαχαροπλαστεῖον Σ. Σακουντῆ. Ὧραι ἐπισκέψεως 10—12 π. μ. καὶ 4 1/2—7 1/2 μ. μ. bbox=[1376, 239, 1570, 331]
market-value: — bbox=[324, 276, 334, 288]
classified-ad bbox=[1376, 235, 1570, 338]
column-divider bbox=[1113, 20, 1114, 2234]
market-label: Σιδηρ. Ἀθηνῶν Πειραιῶς bbox=[89, 191, 209, 203]
market-row bbox=[87, 191, 336, 203]
paragraph: Ἐξεπωλήθησαν μετ' ἐξόχου ἐπιτυχίας τὰ βιβλία τοῦ κ. Θεοδώρου Καραγιάννη, τὰ ἐγκριθέντα ὑπὸ τοῦ ὑπουργείου διὰ τὰ σχολεῖα. Πωλοῦνται ἐν τοῖς βιβλιοπωλείοις. bbox=[1119, 707, 1364, 759]
classified-ad bbox=[1376, 911, 1570, 1000]
classified-text: Ἐνοικιάζεται μαγαζεῖον ἐπὶ τῆς ὁδοῦ Σταδίου καὶ Μενάνδρου ἀρ. 71 Πληροφορίαι εἰς τὸ Συμβολαιογραφεῖον Ν. Φωτίου ὁδὸς Εὐριπίδου ἀρ. 6. bbox=[1376, 838, 1570, 905]
market-value: 673.— bbox=[304, 131, 334, 142]
bonds-heading: ΔΑΝΕΙΑ ΓΡΑΜΜΑΤΙΑ bbox=[132, 64, 291, 80]
theatre-listing: ΑΡΝΩΘΗ.— Τὰ ἴδια θαυμάσια θεάματα. bbox=[1133, 208, 1342, 220]
market-value: 40.10 bbox=[306, 419, 334, 431]
paragraph: Ὁ Τουρκογιουζμπασης ἐπανέλαβε πρὸς τοὺς Βουλγάρους τὴν πρόσκλησιν νὰ παραδοθῶσιν, ἀλλ' οὗτοι καὶ πάλιν περιεφρόνησαν τὴν πρόσκλησιν. Ὁ γιουζμπασης μάτην τοὺς ἠπείλησεν ὅτι θὰ πυρπολήσῃ τὰς οἰκίας εἰς τὰς ὁποίας ἦσαν ὡχυρωμένοι. Οἱ Βούλγαροι ἐξηκολούθουν ῥαγδαῖον τὸ πῦρ, ἀλλ' ὁ Τοῦρκος ἀξιωματικὸς διέταξε τοὺς ὑπ' αὐτὸν στρατιώτας νὰ θέσωσι πῦρ εἰς τὰς οἰκίας. bbox=[87, 1167, 336, 1285]
market-value: 56.— bbox=[309, 251, 334, 263]
headline-sub: ΕΛΛΗΝΟΣ ΕΙΣ ΜΑΚΕΔΟΝΙΑΝ bbox=[368, 328, 573, 344]
classified-text: Ἐνοικιάζεται ἀπὸ 1ης Σεπτεμβρίου ἡ ἐπὶ τῆς ὁδοῦ Αἰόλου ἀριθ. 108 οἰκία ἔνθα τὸ φωτογραφεῖον Ν. Παντζοπούλου. Πληροφορίαι εἰς τὸ ἐπὶ τῆς ἰδίας ὁδοῦ κατάστημα Διαμαντίδου καὶ Παπαδοπούλου ἀριθ. 120. bbox=[1376, 494, 1570, 586]
classified-text: Ἐνοικιάζεται μαγαζεῖον εὐρύχωρον ἐπὶ τῆς πλατείας τοῦ Συντάγματος. Πληροφορίαι παρὰ τῷ Ζαχαροπλαστεῖῳ Ζαβορίτου. bbox=[1376, 597, 1570, 649]
paragraph: Πλήρης συρραφὴ καὶ λινοὰ bbox=[1171, 874, 1313, 887]
classified-ad bbox=[1376, 593, 1570, 656]
notice-heading: ΕΙΔΟΠΟΙΗΣΙΣ bbox=[1410, 1588, 1536, 1607]
subheading: ΤΟ ΠΥΡ ΓΕΝΙΚΕΥΕΤΑΙ bbox=[139, 815, 284, 829]
